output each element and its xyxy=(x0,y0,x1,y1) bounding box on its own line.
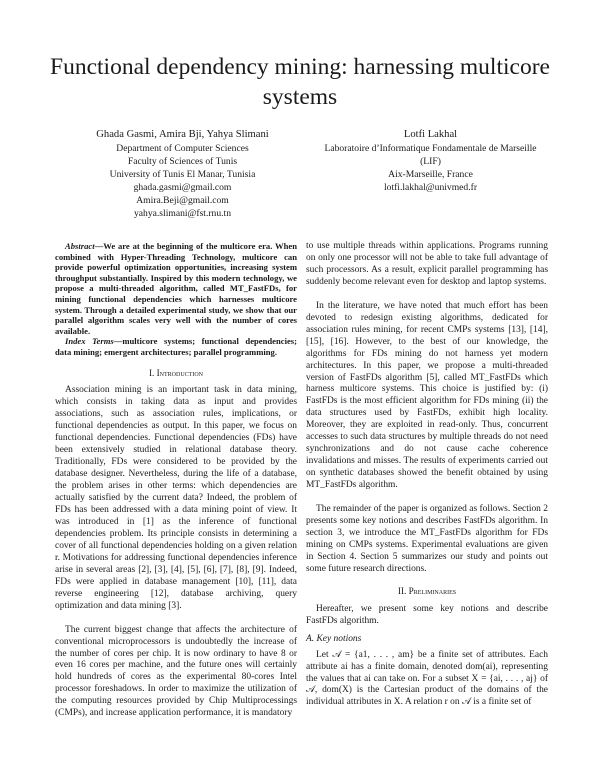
subsection-heading-key-notions: A. Key notions xyxy=(306,633,362,644)
intro-paragraph-1: Association mining is an important task in data mining, which consists in taking data as input and provides associations, such as association rules, implications, or functional dependencies as output. In this paper, we focus on functional dependencies. Functional dependencies (FDs) have been extensively studied in relational database theory. Traditionally, FDs were considered to be provided by the database designer. Nevertheless, during the life of a database, the problem arises in other terms: which dependencies are actually satisfied by the current data? Indeed, the problem of FDs has been addressed with a data mining point of view. It was introduced in [1] as the inference of functional dependencies problem. Its principle consists in determining a cover of all functional dependencies holding on a given relation r. Motivations for addressing functional dependencies inference arise in several areas [2], [3], [4], [5], [6], [7], [8], [9]. Indeed, FDs were applied in database management [10], [11], data reverse engineering [12], database archiving, query optimization and data mining [3]. xyxy=(55,385,297,611)
author-email: ghada.gasmi@gmail.com xyxy=(133,182,232,193)
abstract-label: Abstract xyxy=(65,241,95,251)
affiliation-line: Department of Computer Sciences xyxy=(116,143,249,154)
intro-paragraph-2: The current biggest change that affects the architecture of conventional microprocessors is undoubtedly the increase of the number of cores per chip. It is now ordinary to have 8 or even 16 cores per machine, and the future ones will certainly hold hundreds of cores as the experimental 80-cores Intel processor foreshadows. In order to maximize the utilization of the computing resources provided by Chip Multiprocessings (CMPs), and increase application performance, it is mandatory xyxy=(55,624,297,719)
section-heading-introduction: I. Introduction xyxy=(148,367,204,378)
key-notions-paragraph: Let 𝒜 = {a1, . . . , am} be a finite set of attributes. Each attribute ai has a finite domain, denoted dom(ai), representing the values that ai can take on. For a subset X = {ai, . . . , aj} of 𝒜, dom(X) is the Cartesian product of the domains of the individual attributes in X. A relation r on 𝒜 is a finite set of xyxy=(306,649,548,708)
affiliation-line: Laboratoire d’Informatique Fondamentale de Marseille (LIF) xyxy=(324,143,537,167)
right-paragraph-3: The remainder of the paper is organized as follows. Section 2 presents some key notions and describes FastFDs algorithm. In section 3, we introduce the MT_FastFDs algorithm for FDs mining on CMPs systems. Experimental evaluations are given in Section 4. Section 5 summarizes our study and points out some future research directions. xyxy=(306,504,548,574)
author-block-2 xyxy=(318,128,543,194)
abstract-text: —We are at the beginning of the multicore era. When combined with Hyper-Threading Technology, multicore can provide powerful optimization opportunities, increasing system throughput substantially. Inspired by this modern technology, we propose a multi-threaded algorithm, called MT_FastFDs, for mining functional dependencies which harnesses multicore system. Through a detailed experimental study, we show that our parallel algorithm scales very well with the number of cores available. xyxy=(55,241,297,336)
index-terms-label: Index Terms xyxy=(65,336,114,347)
author-email: lotfi.lakhal@univmed.fr xyxy=(383,182,478,193)
right-column xyxy=(306,241,548,709)
author-names: Lotfi Lakhal xyxy=(403,129,458,140)
author-email: Amira.Beji@gmail.com xyxy=(136,195,229,206)
affiliation-line: Aix-Marseille, France xyxy=(388,169,473,180)
right-paragraph-2: In the literature, we have noted that much effort has been devoted to redesign existing algorithms, dedicated for association rules mining, for recent CMPs systems [13], [14], [15], [16]. However, to the best of our knowledge, the algorithms for FDs mining do not harness yet modern architectures. In this paper, we propose a multi-threaded version of FastFDs algorithm [5], called MT_FastFDs which harness multicore systems. This choice is justified by: (i) FastFDs is the most efficient algorithm for FDs mining (ii) the data structures used by FastFDs, exhibit high locality. Moreover, they are exploited in read-only. Thus, concurrent accesses to such data structures by multiple threads do not need synchronizations and do not cause cache coherence invalidations and misses. The results of experiments carried out on synthetic databases showed the benefit obtained by using MT_FastFDs algorithm. xyxy=(306,300,548,491)
prelim-paragraph: Hereafter, we present some key notions and describe FastFDs algorithm. xyxy=(306,603,548,626)
author-email: yahya.slimani@fst.rnu.tn xyxy=(133,208,232,219)
index-terms xyxy=(55,336,297,357)
right-paragraph-1: to use multiple threads within applications. Programs running on only one processor will not be able to take full advantage of such processors. As a result, explicit parallel programming has suddenly become relevant even for desktop and laptop systems. xyxy=(306,241,548,287)
affiliation-line: University of Tunis El Manar, Tunisia xyxy=(109,169,256,180)
left-column xyxy=(55,241,297,720)
author-names: Ghada Gasmi, Amira Bji, Yahya Slimani xyxy=(96,129,269,140)
abstract xyxy=(55,241,297,336)
author-block-1 xyxy=(75,128,290,220)
index-terms-text: —multicore systems; functional dependencies; data mining; emergent architectures; parallel programming. xyxy=(55,336,297,357)
paper-title: Functional dependency mining: harnessing multicore systems xyxy=(50,54,550,110)
section-heading-preliminaries: II. Preliminaries xyxy=(397,585,457,596)
affiliation-line: Faculty of Sciences of Tunis xyxy=(127,156,238,167)
